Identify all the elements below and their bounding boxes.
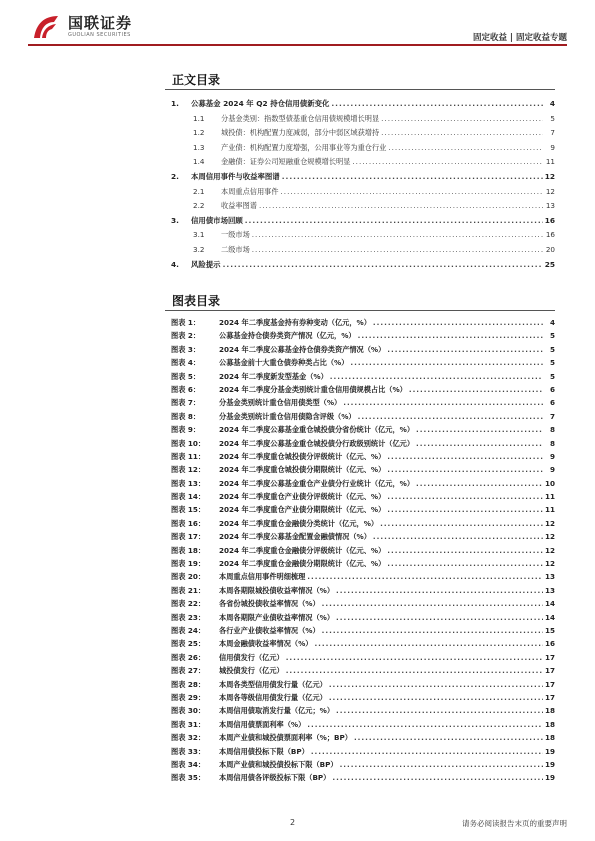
entry-number: 3.2: [193, 244, 205, 254]
dot-leader: [373, 530, 543, 543]
entry-number: 图表 4：: [171, 358, 201, 368]
entry-number: 2.1: [193, 186, 205, 196]
figure-list-entry[interactable]: [165, 383, 555, 396]
entry-page: 5: [550, 113, 555, 123]
figure-list-entry[interactable]: [165, 557, 555, 570]
entry-title: 2024 年二季度重仓城投债分期限统计（亿元、%）: [219, 465, 386, 475]
dot-leader: [358, 410, 543, 423]
logo-name-cn: 国联证券: [68, 14, 133, 32]
toc-section-entry[interactable]: [165, 141, 555, 156]
entry-page: 25: [544, 259, 555, 269]
entry-number: 图表 10：: [171, 438, 206, 448]
figure-list-entry[interactable]: [165, 477, 555, 490]
header-divider: [28, 44, 567, 46]
figure-list-entry[interactable]: [165, 691, 555, 704]
entry-number: 图表 7：: [171, 398, 201, 408]
dot-leader: [329, 691, 543, 704]
entry-number: 图表 25：: [171, 639, 206, 649]
entry-title: 2024 年二季度公募基金持仓债券类资产情况（%）: [219, 344, 386, 354]
entry-number: 3.1: [193, 230, 205, 240]
entry-page: 19: [544, 773, 555, 783]
entry-page: 5: [549, 344, 555, 354]
entry-title: 本周信用事件与收益率图谱: [191, 171, 280, 181]
entry-number: 1.1: [193, 113, 205, 123]
entry-page: 13: [545, 201, 555, 211]
entry-page: 18: [544, 706, 555, 716]
dot-leader: [387, 557, 543, 570]
entry-title: 本周信用债取消发行量（亿元；%）: [219, 706, 335, 716]
entry-page: 8: [549, 425, 555, 435]
dot-leader: [409, 383, 543, 396]
entry-title: 2024 年二季度重仓金融债分类统计（亿元，%）: [219, 518, 379, 528]
dot-leader: [259, 199, 543, 214]
entry-page: 9: [549, 465, 555, 475]
figure-list-entry[interactable]: [165, 356, 555, 369]
entry-page: 19: [544, 759, 555, 769]
entry-number: 1.2: [193, 128, 205, 138]
entry-page: 11: [544, 505, 555, 515]
dot-leader: [373, 316, 543, 329]
entry-number: 1.4: [193, 157, 205, 167]
entry-title: 2024 年二季度重仓金融债分期限统计（亿元、%）: [219, 559, 386, 569]
figure-list-entry[interactable]: [165, 718, 555, 731]
entry-number: 3.: [171, 215, 179, 225]
entry-page: 5: [549, 331, 555, 341]
dot-leader: [387, 450, 543, 463]
entry-number: 图表 31：: [171, 719, 206, 729]
dot-leader: [416, 423, 543, 436]
entry-page: 12: [544, 518, 555, 528]
entry-title: 本周各类型信用债发行量（亿元）: [219, 679, 327, 689]
figure-list-entry[interactable]: [165, 396, 555, 409]
dot-leader: [387, 343, 543, 356]
toc-section-entry[interactable]: [165, 199, 555, 214]
entry-title: 本周各期限城投债收益率情况（%）: [219, 585, 335, 595]
figure-list-entry[interactable]: [165, 584, 555, 597]
figure-list-entry[interactable]: [165, 570, 555, 583]
entry-title: 各行业产业债收益率情况（%）: [219, 625, 320, 635]
entry-page: 16: [545, 230, 555, 240]
dot-leader: [329, 678, 543, 691]
entry-title: 公募基金持仓债券类资产情况（亿元，%）: [219, 331, 356, 341]
entry-number: 图表 32：: [171, 733, 206, 743]
entry-title: 2024 年二季度重仓城投债分评级统计（亿元、%）: [219, 451, 386, 461]
figure-list-entry[interactable]: [165, 450, 555, 463]
dot-leader: [332, 771, 543, 784]
entry-title: 2024 年二季度重仓产业债分评级统计（亿元、%）: [219, 492, 386, 502]
dot-leader: [387, 463, 543, 476]
toc-section-entry[interactable]: [165, 155, 555, 170]
entry-title: 本周信用债票面利率（%）: [219, 719, 306, 729]
figure-list-entry[interactable]: [165, 611, 555, 624]
entry-page: 14: [544, 599, 555, 609]
dot-leader: [350, 356, 543, 369]
dot-leader: [322, 624, 543, 637]
entry-number: 图表 9：: [171, 425, 201, 435]
entry-number: 图表 19：: [171, 559, 206, 569]
entry-number: 1.3: [193, 142, 205, 152]
entry-title: 金融债：证券公司短融重仓规模增长明显: [221, 157, 351, 167]
entry-page: 13: [544, 585, 555, 595]
entry-page: 18: [544, 719, 555, 729]
entry-page: 9: [549, 451, 555, 461]
entry-page: 17: [544, 666, 555, 676]
dot-leader: [331, 97, 543, 112]
entry-page: 4: [549, 99, 555, 108]
figure-list-entry[interactable]: [165, 597, 555, 610]
dot-leader: [245, 214, 543, 229]
dot-leader: [286, 664, 543, 677]
entry-number: 图表 29：: [171, 692, 206, 702]
toc-rule: [165, 89, 555, 90]
figure-list-entry[interactable]: [165, 544, 555, 557]
figure-list-entry[interactable]: [165, 316, 555, 329]
entry-page: 16: [544, 215, 555, 225]
figure-list-entry[interactable]: [165, 651, 555, 664]
toc-section-entry[interactable]: [165, 243, 555, 258]
entry-title: 2024 年二季度公募基金配置金融债情况（%）: [219, 532, 371, 542]
figure-list-entry[interactable]: [165, 410, 555, 423]
figure-list: [165, 316, 555, 785]
entry-number: 图表 22：: [171, 599, 206, 609]
entry-page: 8: [549, 438, 555, 448]
entry-title: 2024 年二季度公募基金重仓城投债分省份统计（亿元，%）: [219, 425, 415, 435]
entry-title: 本周各等级信用债发行量（亿元）: [219, 692, 327, 702]
entry-number: 4.: [171, 259, 179, 269]
figure-list-rule: [165, 310, 555, 311]
toc-chapter-entry[interactable]: [165, 258, 555, 273]
entry-title: 2024 年二季度公募基金重仓城投债分行政级别统计（亿元）: [219, 438, 415, 448]
toc-chapter-entry[interactable]: [165, 97, 555, 112]
entry-number: 图表 2：: [171, 331, 201, 341]
figure-list-entry[interactable]: [165, 329, 555, 342]
toc-chapter-entry[interactable]: [165, 214, 555, 229]
entry-title: 公募基金 2024 年 Q2 持仓信用债新变化: [191, 99, 330, 108]
dot-leader: [311, 745, 543, 758]
dot-leader: [314, 637, 543, 650]
entry-page: 12: [545, 186, 555, 196]
entry-title: 本周各期限产业债收益率情况（%）: [219, 612, 335, 622]
dot-leader: [322, 597, 543, 610]
logo-mark-icon: [32, 14, 62, 40]
logo-name-en: GUOLIAN SECURITIES: [68, 32, 131, 38]
entry-title: 产业债：机构配置力度增强，公用事业等为重仓行业: [221, 142, 387, 152]
entry-number: 图表 23：: [171, 612, 206, 622]
entry-number: 图表 20：: [171, 572, 206, 582]
entry-page: 17: [544, 652, 555, 662]
entry-number: 图表 17：: [171, 532, 206, 542]
entry-number: 图表 5：: [171, 371, 201, 381]
entry-page: 11: [545, 157, 555, 167]
dot-leader: [252, 228, 543, 243]
entry-number: 图表 28：: [171, 679, 206, 689]
entry-title: 分基金类别：指数型债基重仓信用债规模增长明显: [221, 113, 380, 123]
dot-leader: [381, 112, 543, 127]
toc-chapter-entry[interactable]: [165, 170, 555, 185]
toc-section-entry[interactable]: [165, 126, 555, 141]
entry-title: 本周产业债和城投债票面利率（%；BP）: [219, 733, 352, 743]
dot-leader: [352, 155, 543, 170]
figure-list-entry[interactable]: [165, 745, 555, 758]
entry-number: 图表 30：: [171, 706, 206, 716]
figure-list-entry[interactable]: [165, 758, 555, 771]
entry-number: 图表 26：: [171, 652, 206, 662]
entry-number: 图表 16：: [171, 518, 206, 528]
entry-number: 图表 3：: [171, 344, 201, 354]
entry-title: 信用债市场回顾: [191, 215, 243, 225]
figure-list-entry[interactable]: [165, 503, 555, 516]
entry-page: 6: [549, 384, 555, 394]
entry-title: 信用债发行（亿元）: [219, 652, 284, 662]
entry-number: 图表 8：: [171, 411, 201, 421]
entry-page: 5: [549, 371, 555, 381]
company-logo: [32, 14, 132, 40]
entry-title: 城投债发行（亿元）: [219, 666, 284, 676]
entry-page: 11: [544, 492, 555, 502]
entry-title: 本周金融债收益率情况（%）: [219, 639, 313, 649]
entry-page: 12: [544, 545, 555, 555]
entry-number: 图表 6：: [171, 384, 201, 394]
entry-number: 图表 21：: [171, 585, 206, 595]
entry-page: 4: [549, 318, 555, 327]
dot-leader: [354, 731, 543, 744]
dot-leader: [358, 329, 543, 342]
figure-list-entry[interactable]: [165, 771, 555, 784]
figure-list-entry[interactable]: [165, 370, 555, 383]
toc-section-entry[interactable]: [165, 112, 555, 127]
report-category: 固定收益 | 固定收益专题: [472, 33, 567, 43]
entry-page: 15: [544, 625, 555, 635]
entry-page: 16: [544, 639, 555, 649]
entry-number: 图表 13：: [171, 478, 206, 488]
disclaimer-note: 请务必阅读报告末页的重要声明: [462, 819, 567, 828]
figure-list-entry[interactable]: [165, 530, 555, 543]
figure-list-entry[interactable]: [165, 423, 555, 436]
figure-list-entry[interactable]: [165, 463, 555, 476]
entry-number: 图表 1：: [171, 318, 201, 327]
entry-number: 图表 27：: [171, 666, 206, 676]
entry-page: 19: [544, 746, 555, 756]
entry-page: 12: [544, 171, 555, 181]
entry-number: 图表 11：: [171, 451, 206, 461]
entry-title: 2024 年二季度重仓产业债分期限统计（亿元、%）: [219, 505, 386, 515]
entry-title: 2024 年二季度分基金类别统计重仓信用债规模占比（%）: [219, 384, 407, 394]
entry-title: 二级市场: [221, 244, 250, 254]
entry-title: 风险提示: [191, 259, 221, 269]
entry-number: 图表 18：: [171, 545, 206, 555]
dot-leader: [307, 570, 543, 583]
entry-title: 分基金类别统计重仓信用债隐含评级（%）: [219, 411, 356, 421]
entry-title: 各省份城投债收益率情况（%）: [219, 599, 320, 609]
entry-number: 图表 35：: [171, 773, 206, 783]
entry-number: 图表 33：: [171, 746, 206, 756]
dot-leader: [416, 477, 543, 490]
entry-page: 18: [544, 733, 555, 743]
toc-title: 正文目录: [172, 73, 221, 87]
dot-leader: [282, 170, 543, 185]
dot-leader: [343, 396, 543, 409]
entry-number: 图表 14：: [171, 492, 206, 502]
figure-list-entry[interactable]: [165, 437, 555, 450]
dot-leader: [252, 243, 543, 258]
entry-number: 1.: [171, 99, 179, 108]
page-number: 2: [290, 818, 296, 827]
entry-number: 图表 12：: [171, 465, 206, 475]
entry-page: 7: [550, 128, 555, 138]
dot-leader: [336, 584, 543, 597]
dot-leader: [307, 718, 543, 731]
figure-list-entry[interactable]: [165, 637, 555, 650]
entry-title: 本周重点信用事件明细梳理: [219, 572, 306, 582]
figure-list-entry[interactable]: [165, 664, 555, 677]
dot-leader: [223, 258, 543, 273]
toc-section-entry[interactable]: [165, 228, 555, 243]
dot-leader: [387, 490, 543, 503]
entry-title: 收益率图谱: [221, 201, 257, 211]
entry-page: 10: [544, 478, 555, 488]
entry-title: 2024 年二季度基金持有券种变动（亿元，%）: [219, 318, 371, 327]
entry-page: 12: [544, 559, 555, 569]
dot-leader: [380, 517, 543, 530]
figure-list-entry[interactable]: [165, 704, 555, 717]
page-header: [0, 0, 595, 48]
entry-page: 14: [544, 612, 555, 622]
entry-page: 20: [545, 244, 555, 254]
toc-section-entry[interactable]: [165, 185, 555, 200]
entry-title: 本周信用债投标下限（BP）: [219, 746, 309, 756]
dot-leader: [387, 544, 543, 557]
entry-number: 图表 15：: [171, 505, 206, 515]
dot-leader: [416, 437, 543, 450]
figure-list-entry[interactable]: [165, 624, 555, 637]
entry-number: 2.2: [193, 201, 205, 211]
entry-page: 12: [544, 532, 555, 542]
dot-leader: [281, 185, 543, 200]
entry-title: 2024 年二季度公募基金重仓产业债分行业统计（亿元，%）: [219, 478, 415, 488]
entry-title: 公募基金前十大重仓债券种类占比（%）: [219, 358, 349, 368]
figure-list-entry[interactable]: [165, 678, 555, 691]
entry-number: 2.: [171, 171, 179, 181]
entry-page: 7: [549, 411, 555, 421]
figure-list-entry[interactable]: [165, 517, 555, 530]
entry-page: 17: [544, 692, 555, 702]
dot-leader: [336, 611, 543, 624]
entry-number: 图表 34：: [171, 759, 206, 769]
figure-list-entry[interactable]: [165, 731, 555, 744]
dot-leader: [286, 651, 543, 664]
entry-number: 图表 24：: [171, 625, 206, 635]
dot-leader: [336, 704, 543, 717]
entry-title: 2024 年二季度新发型基金（%）: [219, 371, 328, 381]
table-of-contents: [165, 97, 555, 272]
dot-leader: [388, 141, 543, 156]
entry-page: 13: [544, 572, 555, 582]
entry-title: 本周重点信用事件: [221, 186, 279, 196]
dot-leader: [381, 126, 543, 141]
dot-leader: [330, 370, 543, 383]
dot-leader: [340, 758, 543, 771]
figure-list-entry[interactable]: [165, 343, 555, 356]
entry-title: 2024 年二季度重仓金融债分评级统计（亿元、%）: [219, 545, 386, 555]
figure-list-title: 图表目录: [172, 294, 221, 308]
entry-title: 本周产业债和城投债投标下限（BP）: [219, 759, 338, 769]
entry-title: 城投债：机构配置力度减弱，部分中弱区域获增持: [221, 128, 380, 138]
entry-page: 9: [550, 142, 555, 152]
entry-page: 17: [544, 679, 555, 689]
figure-list-entry[interactable]: [165, 490, 555, 503]
entry-page: 5: [549, 358, 555, 368]
entry-page: 6: [549, 398, 555, 408]
entry-title: 分基金类别统计重仓信用债类型（%）: [219, 398, 342, 408]
entry-title: 一级市场: [221, 230, 250, 240]
dot-leader: [387, 503, 543, 516]
entry-title: 本周信用债各评级投标下限（BP）: [219, 773, 331, 783]
